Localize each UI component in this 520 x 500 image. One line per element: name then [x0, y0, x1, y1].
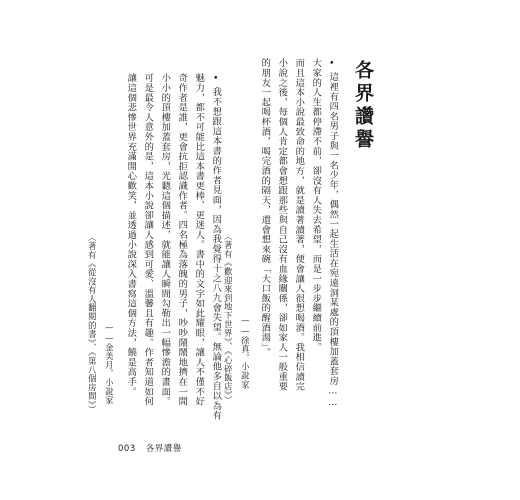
review-line: 我不想跟這本書的作者見面，因為我覺得十之八九會失望。無論他多自以為有 [210, 87, 222, 421]
review-line: 這裡有四名男子與一名少年，偶然一起生活在宛遠洞某處的頂樓加蓋套房…… [327, 72, 339, 409]
section-title: 各界讚譽 [352, 60, 374, 152]
review-line: 可是最令人意外的是，這本小說卻讓人感到可愛、溫馨且有趣。作者知道如何 [142, 73, 154, 407]
review-line: 小小的頂樓加蓋套房，光聽這個描述，就能讓人瞬間勾勒出一幅慘澹的畫面。 [159, 73, 171, 407]
review-line: 小說之後，每個人肯定都會想跟那些與自己沒有血緣關係，卻如家人一般重要 [276, 58, 288, 392]
review-line: 讓這個悲慘世界充滿開心歡笑，並透過小說深入書寫這個方法，饒是高手。 [125, 73, 137, 397]
review-line: 奇作者是誰，更會抗拒認識作者。四名極為落魄的男子，吵吵鬧鬧地擠在一間 [176, 73, 188, 407]
review-author: ——徐真，小說家 [240, 315, 251, 389]
page-number: 003 [118, 444, 136, 454]
review-books: （著有《歡迎來到地下世界》、《心碎飯店》） [223, 232, 234, 405]
review-line: 而且這本小說最致命的地方，就是讀著讀著，便會讓人很想喝酒。我相信讀完 [293, 58, 305, 392]
review-line: 魅力，都不可能比這本書更棒、更迷人。書中的文字如此耀眼，讓人不僅不好 [193, 73, 205, 407]
page-footer [118, 442, 182, 454]
review-line: 大家的人生都停滯不前，卻沒有人失去希望，而是一步步繼續前進。 [310, 58, 322, 352]
bullet-marker: • [210, 73, 222, 85]
running-title: 各界讚譽 [145, 444, 182, 454]
review-author: ——金美月，小說家 [104, 322, 115, 405]
bullet-marker: • [326, 58, 338, 70]
review-line: 的朋友一起喝杯酒，喝完酒的隔天，還會想來碗「大口飯的醒酒湯」。 [259, 58, 271, 358]
review-books: （著有《從沒有人翻閱的書》、《第八個房間》） [87, 233, 98, 415]
